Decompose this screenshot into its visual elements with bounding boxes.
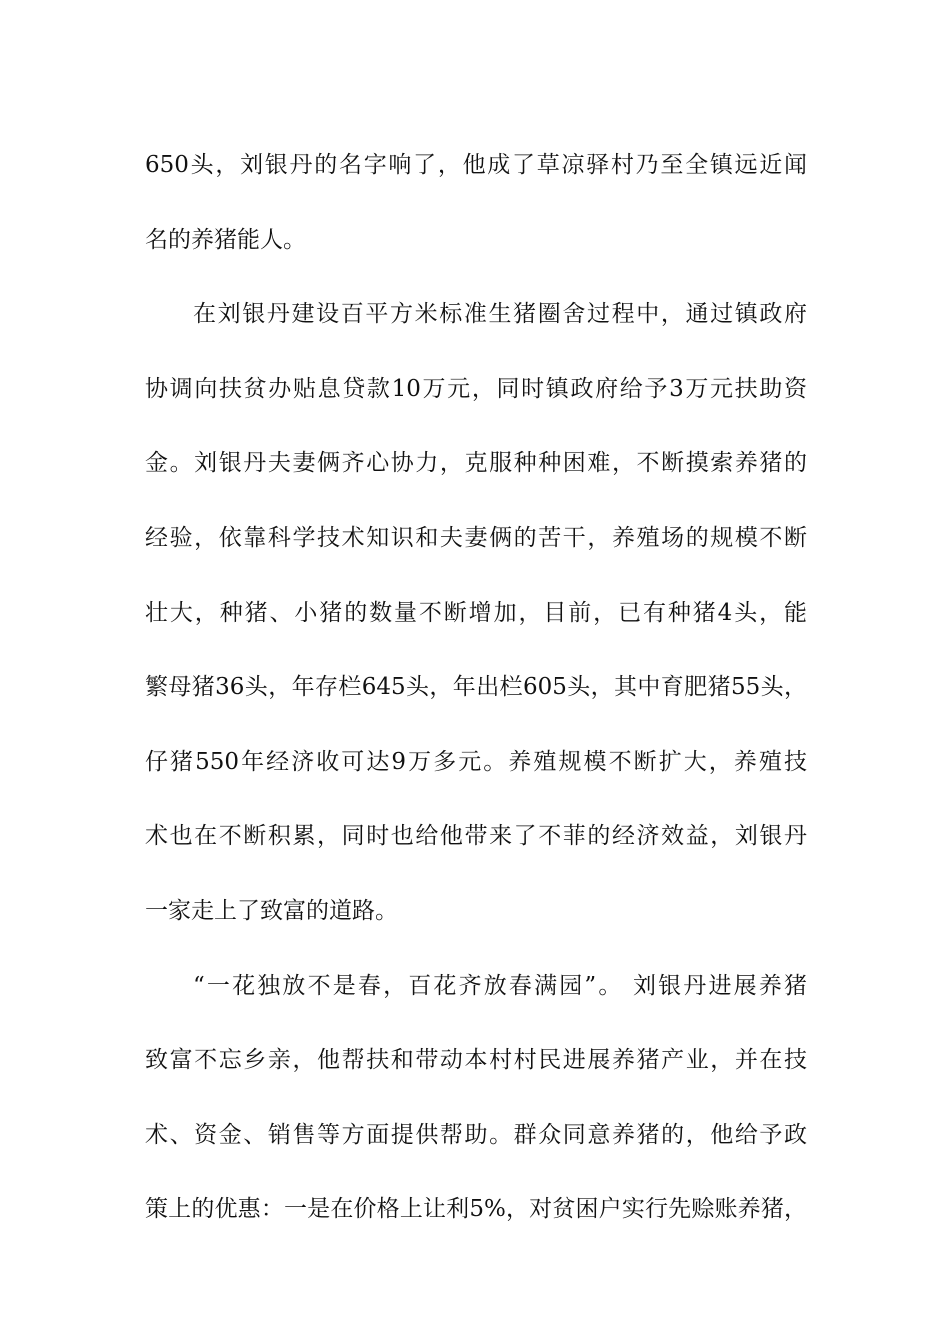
text-line: “一花独放不是春，百花齐放春满园”。 刘银丹进展养猪 — [193, 972, 807, 999]
text-line: 650头，刘银丹的名字响了，他成了草凉驿村乃至全镇远近闻 — [145, 152, 807, 178]
text-line: 致富不忘乡亲，他帮扶和带动本村村民进展养猪产业，并在技 — [145, 1047, 807, 1074]
text-line: 在刘银丹建设百平方米标准生猪圈舍过程中，通过镇政府 — [193, 301, 807, 328]
text-line: 协调向扶贫办贴息贷款10万元，同时镇政府给予3万元扶助资 — [145, 375, 807, 402]
text-line: 策上的优惠：一是在价格上让利5%，对贫困户实行先赊账养猪， — [145, 1196, 807, 1223]
text-line: 术、资金、销售等方面提供帮助。群众同意养猪的，他给予政 — [145, 1121, 807, 1148]
text-line: 繁母猪36头，年存栏645头，年出栏605头，其中育肥猪55头， — [145, 674, 807, 701]
text-line: 金。刘银丹夫妻俩齐心协力，克服种种困难，不断摸索养猪的 — [145, 450, 807, 477]
text-line: 壮大，种猪、小猪的数量不断增加，目前，已有种猪4头，能 — [145, 599, 807, 626]
text-line: 经验，依靠科学技术知识和夫妻俩的苦干，养殖场的规模不断 — [145, 524, 807, 551]
text-line: 术也在不断积累，同时也给他带来了不菲的经济效益，刘银丹 — [145, 823, 807, 850]
text-line: 仔猪550年经济收可达9万多元。养殖规模不断扩大，养殖技 — [145, 748, 807, 775]
text-line: 一家走上了致富的道路。 — [145, 897, 398, 924]
document-body — [145, 128, 807, 1247]
text-line: 名的养猪能人。 — [145, 226, 306, 253]
